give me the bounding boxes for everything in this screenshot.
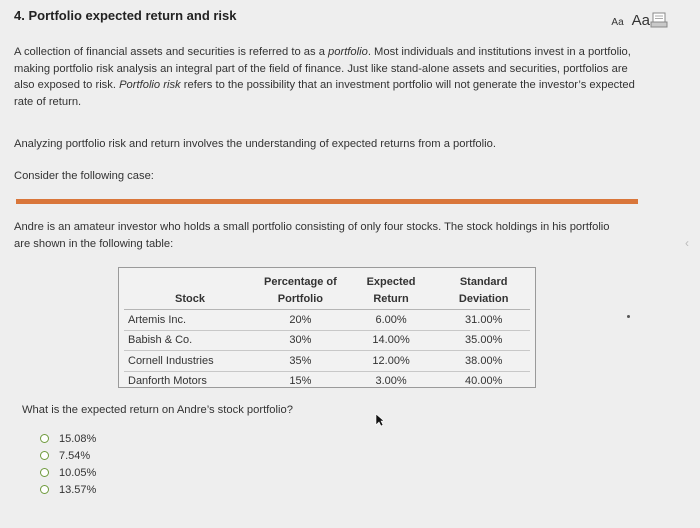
- table-row: [124, 351, 530, 372]
- table-header-row: [124, 272, 530, 310]
- cell-stock: Cornell Industries: [128, 354, 214, 367]
- answer-option[interactable]: [40, 447, 96, 464]
- cell-standard-deviation: 31.00%: [465, 313, 503, 326]
- answer-option-label: 15.08%: [59, 432, 97, 445]
- increase-font-button[interactable]: Aa: [631, 12, 650, 29]
- cell-expected-return: 3.00%: [375, 375, 407, 388]
- chevron-left-icon[interactable]: ‹: [685, 236, 689, 250]
- header-stock: Stock: [175, 293, 205, 305]
- radio-button[interactable]: [40, 434, 49, 443]
- mouse-cursor-icon: [375, 413, 385, 427]
- decrease-font-button[interactable]: Aa: [611, 17, 624, 28]
- table-row: [124, 310, 530, 331]
- cell-standard-deviation: 35.00%: [465, 334, 503, 347]
- cell-percentage: 15%: [289, 375, 312, 388]
- cell-stock: Danforth Motors: [128, 375, 207, 388]
- radio-button[interactable]: [40, 485, 49, 494]
- header-percentage: Percentage of Portfolio: [264, 276, 337, 305]
- intro-text-2: . Most individuals and institutions invest in a portfolio, making portfolio risk analysis an integral part of the field of finance. Just like stand-alone assets and securities, portfolios are also exposed to risk.: [14, 46, 631, 91]
- cell-stock: Babish & Co.: [128, 334, 193, 347]
- answer-option-label: 13.57%: [59, 483, 97, 496]
- portfolio-table: [118, 267, 536, 388]
- cell-expected-return: 14.00%: [372, 334, 410, 347]
- print-icon[interactable]: [650, 12, 668, 28]
- section-divider: [16, 199, 638, 204]
- bullet-dot: [627, 315, 630, 318]
- cell-standard-deviation: 40.00%: [465, 375, 503, 388]
- radio-button[interactable]: [40, 468, 49, 477]
- cell-standard-deviation: 38.00%: [465, 354, 503, 367]
- answer-options: [40, 430, 96, 498]
- intro-term-portfolio-risk: Portfolio risk: [119, 79, 181, 91]
- intro-text-3: refers to the possibility that an investment portfolio will not generate the investor’s expected rate of return.: [14, 79, 635, 108]
- table-row: [124, 372, 530, 392]
- font-size-tools: [611, 12, 650, 29]
- cell-percentage: 35%: [289, 354, 312, 367]
- page-title: 4. Portfolio expected return and risk: [14, 8, 237, 23]
- answer-option[interactable]: [40, 430, 96, 447]
- header-expected-return: Expected Return: [366, 276, 416, 305]
- answer-option[interactable]: [40, 464, 96, 481]
- analysis-paragraph: Analyzing portfolio risk and return involves the understanding of expected returns from a portfolio.: [14, 138, 496, 150]
- case-description: Andre is an amateur investor who holds a small portfolio consisting of only four stocks. The stock holdings in his portfolio are shown in the following table:: [14, 221, 610, 250]
- answer-option-label: 10.05%: [59, 466, 97, 479]
- header-standard-deviation: Standard Deviation: [458, 276, 509, 305]
- consider-case-text: Consider the following case:: [14, 170, 154, 182]
- intro-term-portfolio: portfolio: [328, 46, 368, 58]
- intro-text-1: A collection of financial assets and securities is referred to as a: [14, 46, 329, 58]
- cell-percentage: 30%: [289, 334, 312, 347]
- answer-option-label: 7.54%: [59, 449, 91, 462]
- question-text: What is the expected return on Andre’s stock portfolio?: [22, 404, 293, 416]
- table-row: [124, 331, 530, 352]
- cell-expected-return: 12.00%: [372, 354, 410, 367]
- cell-percentage: 20%: [289, 313, 312, 326]
- radio-button[interactable]: [40, 451, 49, 460]
- intro-paragraph: [14, 44, 644, 110]
- answer-option[interactable]: [40, 481, 96, 498]
- cell-stock: Artemis Inc.: [128, 313, 187, 326]
- cell-expected-return: 6.00%: [375, 313, 407, 326]
